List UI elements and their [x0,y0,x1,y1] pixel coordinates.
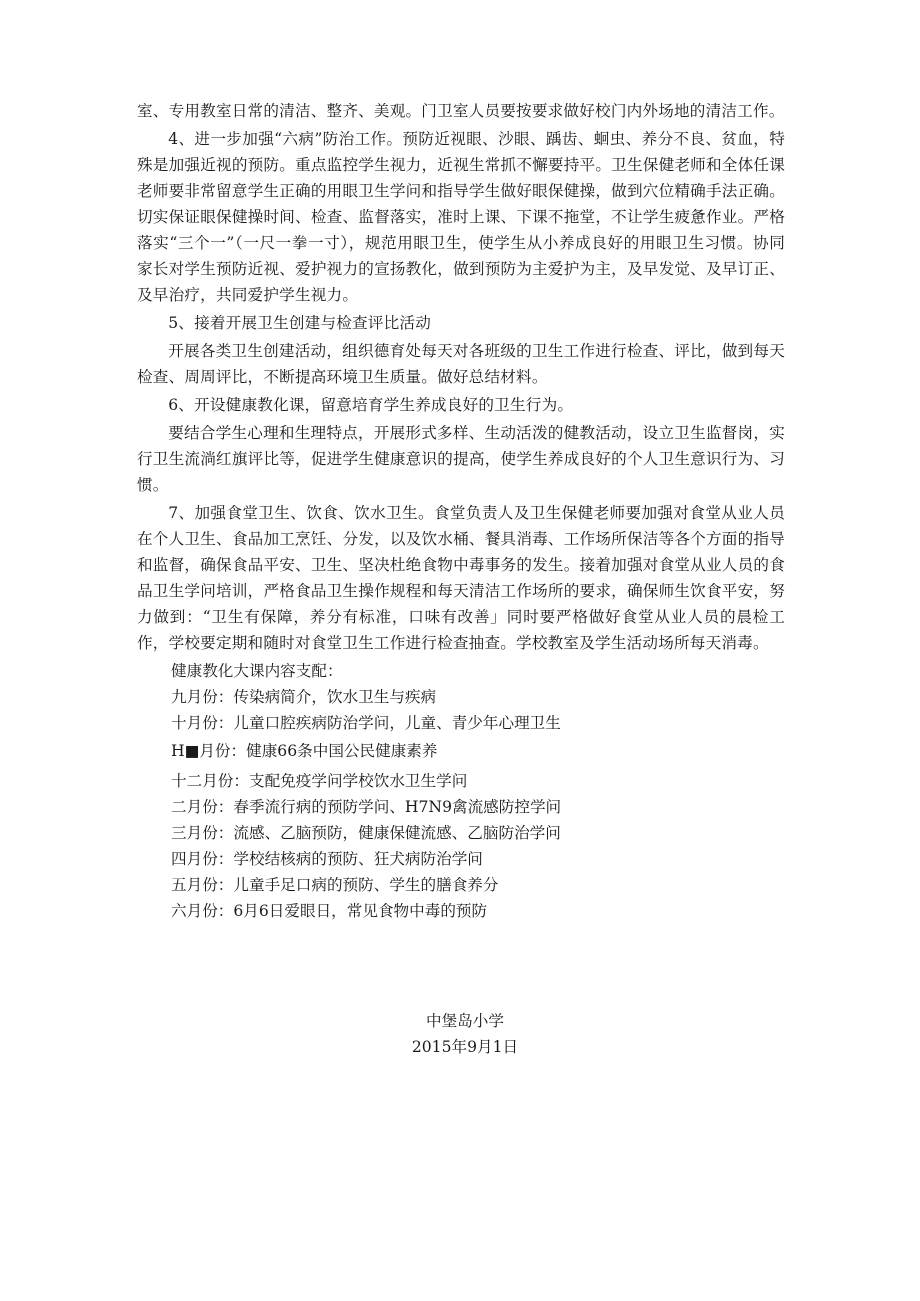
signature-school: 中堡岛小学 [426,1012,504,1030]
paragraph-inspection-activities: 开展各类卫生创建活动，组织德育处每天对各班级的卫生工作进行检查、评比，做到每天检查、周周评比，不断提高环境卫生质量。做好总结材料。 [137,342,785,386]
document-body [137,98,785,924]
schedule-item-november: H■月份：健康66条中国公民健康素养 [171,742,438,760]
schedule-item-may: 五月份：儿童手足口病的预防、学生的膳食养分 [171,876,499,894]
paragraph-heading-health-class: 6、开设健康教化课，留意培育学生养成良好的卫生行为。 [168,396,574,414]
paragraph-health-education: 要结合学生心理和生理特点，开展形式多样、生动活泼的健教活动，设立卫生监督岗，实行卫生流淌红旗评比等，促进学生健康意识的提高，使学生养成良好的个人卫生意识行为、习惯。 [137,424,785,494]
paragraph-six-diseases: 4、进一步加强“六病”防治工作。预防近视眼、沙眼、踽齿、蛔虫、养分不良、贫血，特殊是加强近视的预防。重点监控学生视力，近视生常抓不懈要持平。卫生保健老师和全体任课老师要非常留意学生正确的用眼卫生学问和指导学生做好眼保健操，做到穴位精确手法正确。切实保证眼保健操时间、检查、监督落实，准时上课、下课不拖堂，不让学生疲惫作业。严格落实“三个一”（一尺一拳一寸），规范用眼卫生，使学生从小养成良好的用眼卫生习惯。协同家长对学生预防近视、爱护视力的宣扬教化，做到预防为主爱护为主，及早发觉、及早订正、及早治疗，共同爱护学生视力。 [137,130,785,304]
schedule-item-december: 十二月份：支配免疫学问学校饮水卫生学问 [171,772,468,790]
schedule-item-june: 六月份：6月6日爱眼日，常见食物中毒的预防 [171,902,488,920]
schedule-item-october: 十月份：儿童口腔疾病防治学问，儿童、青少年心理卫生 [171,714,561,732]
schedule-title: 健康教化大课内容支配： [171,662,343,680]
schedule-item-september: 九月份：传染病简介，饮水卫生与疾病 [171,688,437,706]
schedule-item-march: 三月份：流感、乙脑预防，健康保健流感、乙脑防治学问 [171,824,561,842]
schedule-item-april: 四月份：学校结核病的预防、狂犬病防治学问 [171,850,483,868]
schedule-item-february: 二月份：春季流行病的预防学问、H7N9禽流感防控学问 [171,798,562,816]
paragraph-heading-inspection: 5、接着开展卫生创建与检查评比活动 [168,314,432,332]
schedule-list [137,684,785,924]
signature-date: 2015年9月1日 [411,1038,519,1056]
paragraph-canteen-hygiene: 7、加强食堂卫生、饮食、饮水卫生。食堂负责人及卫生保健老师要加强对食堂从业人员在个人卫生、食品加工烹饪、分发，以及饮水桶、餐具消毒、工作场所保洁等各个方面的指导和监督，确保食品平安、卫生、坚决杜绝食物中毒事务的发生。接着加强对食堂从业人员的食品卫生学问培训，严格食品卫生操作规程和每天清洁工作场所的要求，确保师生饮食平安，努力做到：“卫生有保障，养分有标准，口味有改善」同时要严格做好食堂从业人员的晨检工作，学校要定期和随时对食堂卫生工作进行检查抽查。学校教室及学生活动场所每天消毒。 [137,504,785,652]
signature-block [0,1008,920,1060]
paragraph-cleaning-duty: 室、专用教室日常的清洁、整齐、美观。门卫室人员要按要求做好校门内外场地的清洁工作。 [137,102,785,120]
